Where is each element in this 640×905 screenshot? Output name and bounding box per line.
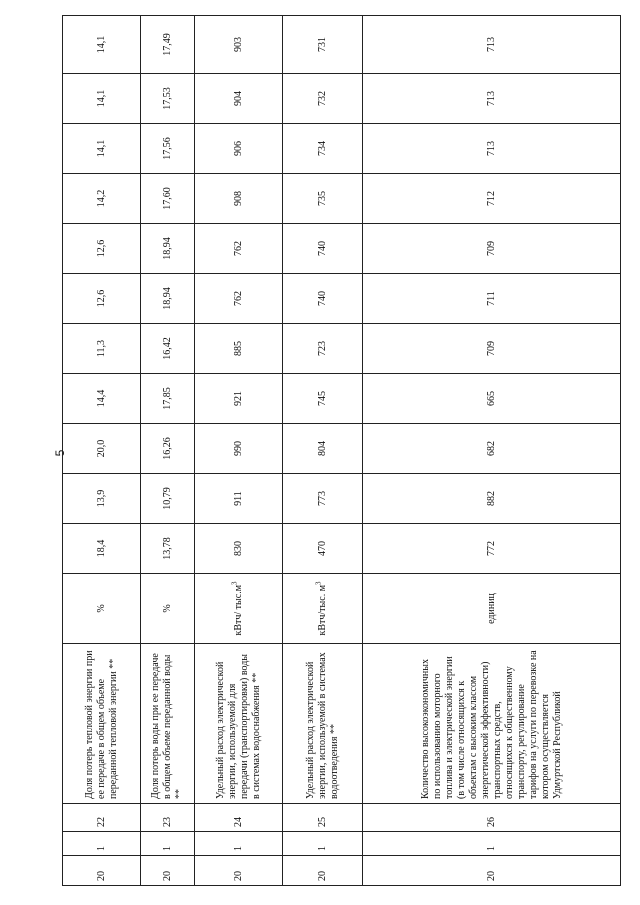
value-cell: 18,4 <box>63 524 141 574</box>
page-number: 5 <box>53 449 67 457</box>
value-cell: 830 <box>195 524 283 574</box>
value-cell: 745 <box>283 374 363 424</box>
value-cell: 762 <box>195 224 283 274</box>
unit-superscript: 3 <box>314 581 323 585</box>
value-cell: 14,2 <box>63 174 141 224</box>
value-cell: 17,60 <box>141 174 195 224</box>
value-cell: 908 <box>195 174 283 224</box>
value-cell: 713 <box>363 16 621 74</box>
unit-text: % <box>95 604 107 613</box>
value-cell: 14,1 <box>63 124 141 174</box>
value-cell: 740 <box>283 224 363 274</box>
value-cell: 14,4 <box>63 374 141 424</box>
unit-text: % <box>161 604 173 613</box>
indicator-number-cell: 23 <box>141 804 195 832</box>
value-cell: 17,56 <box>141 124 195 174</box>
value-cell: 18,94 <box>141 224 195 274</box>
value-cell: 735 <box>283 174 363 224</box>
value-cell: 682 <box>363 424 621 474</box>
value-cell: 713 <box>363 124 621 174</box>
value-cell: 762 <box>195 274 283 324</box>
value-cell: 713 <box>363 74 621 124</box>
value-cell: 731 <box>283 16 363 74</box>
table-row <box>363 16 621 886</box>
unit-cell <box>63 574 141 644</box>
subprogram-code-cell: 1 <box>141 832 195 856</box>
value-cell: 734 <box>283 124 363 174</box>
indicator-name-cell: Удельный расход электрической энергии, используемой для передачи (транспортировки) воды в системах водоснабжения ** <box>195 644 283 804</box>
value-cell: 16,26 <box>141 424 195 474</box>
value-cell: 665 <box>363 374 621 424</box>
value-cell: 911 <box>195 474 283 524</box>
value-cell: 921 <box>195 374 283 424</box>
value-cell: 906 <box>195 124 283 174</box>
value-cell: 12,6 <box>63 274 141 324</box>
indicator-name-cell: Удельный расход электрической энергии, используемой в системах водоотведения ** <box>283 644 363 804</box>
value-cell: 712 <box>363 174 621 224</box>
unit-text: кВтч/ тыс.м <box>232 584 244 636</box>
subprogram-code-cell: 1 <box>195 832 283 856</box>
program-code-cell: 20 <box>141 856 195 886</box>
table-row <box>141 16 195 886</box>
value-cell: 16,42 <box>141 324 195 374</box>
table-row <box>195 16 283 886</box>
subprogram-code-cell: 1 <box>283 832 363 856</box>
value-cell: 20,0 <box>63 424 141 474</box>
unit-cell <box>141 574 195 644</box>
value-cell: 773 <box>283 474 363 524</box>
value-cell: 18,94 <box>141 274 195 324</box>
indicators-table <box>62 15 621 886</box>
indicator-name-cell: Доля потерь воды при ее передаче в общем объеме переданной воды ** <box>141 644 195 804</box>
value-cell: 732 <box>283 74 363 124</box>
value-cell: 904 <box>195 74 283 124</box>
value-cell: 711 <box>363 274 621 324</box>
indicator-name-cell: Количество высокоэкономичных по использованию моторного топлива и электрической энергии (в том числе относящихся к объектам с высоким классом энергетической эффективности) транспортных средств, относящихся к общественному транспорту, регулирование тарифов на услуги по перевозке на котором осуществляется Удмуртской Республикой <box>363 644 621 804</box>
value-cell: 13,9 <box>63 474 141 524</box>
value-cell: 17,53 <box>141 74 195 124</box>
table-row <box>283 16 363 886</box>
value-cell: 17,49 <box>141 16 195 74</box>
indicator-name-cell: Доля потерь тепловой энергии при ее передаче в общем объеме переданной тепловой энергии ** <box>63 644 141 804</box>
value-cell: 990 <box>195 424 283 474</box>
unit-cell <box>363 574 621 644</box>
table-container <box>62 16 620 886</box>
value-cell: 903 <box>195 16 283 74</box>
value-cell: 17,85 <box>141 374 195 424</box>
subprogram-code-cell: 1 <box>363 832 621 856</box>
program-code-cell: 20 <box>195 856 283 886</box>
program-code-cell: 20 <box>283 856 363 886</box>
unit-text: кВтч/тыс. м <box>316 584 328 636</box>
value-cell: 13,78 <box>141 524 195 574</box>
value-cell: 12,6 <box>63 224 141 274</box>
program-code-cell: 20 <box>363 856 621 886</box>
value-cell: 10,79 <box>141 474 195 524</box>
subprogram-code-cell: 1 <box>63 832 141 856</box>
unit-superscript: 3 <box>230 581 239 585</box>
value-cell: 885 <box>195 324 283 374</box>
program-code-cell: 20 <box>63 856 141 886</box>
value-cell: 882 <box>363 474 621 524</box>
unit-cell <box>195 574 283 644</box>
value-cell: 470 <box>283 524 363 574</box>
indicator-number-cell: 25 <box>283 804 363 832</box>
value-cell: 804 <box>283 424 363 474</box>
indicator-number-cell: 26 <box>363 804 621 832</box>
value-cell: 709 <box>363 324 621 374</box>
value-cell: 740 <box>283 274 363 324</box>
unit-cell <box>283 574 363 644</box>
value-cell: 772 <box>363 524 621 574</box>
indicator-number-cell: 22 <box>63 804 141 832</box>
unit-text: единиц <box>485 593 497 624</box>
value-cell: 723 <box>283 324 363 374</box>
value-cell: 11,3 <box>63 324 141 374</box>
value-cell: 14,1 <box>63 16 141 74</box>
table-row <box>63 16 141 886</box>
indicator-number-cell: 24 <box>195 804 283 832</box>
value-cell: 14,1 <box>63 74 141 124</box>
value-cell: 709 <box>363 224 621 274</box>
